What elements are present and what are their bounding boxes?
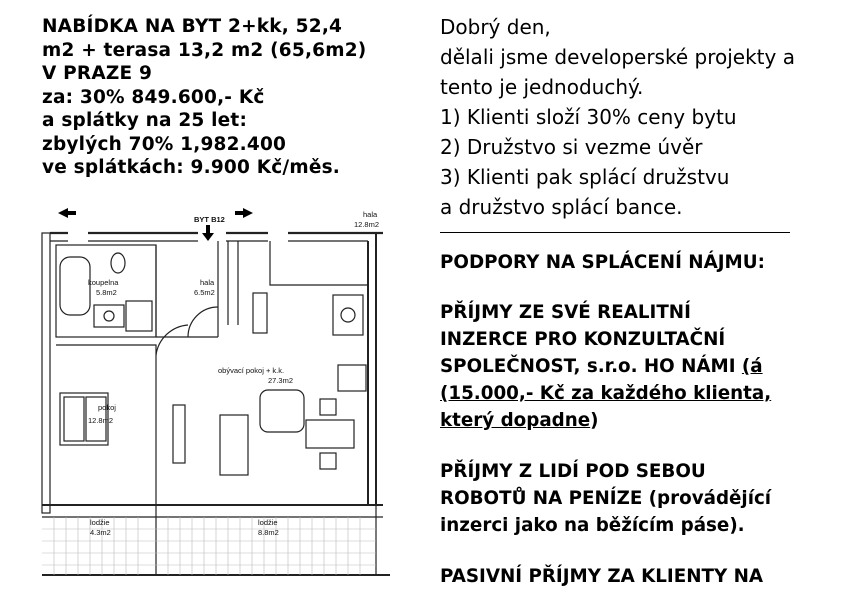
right-column bbox=[440, 12, 860, 590]
offer-line: ve splátkách: 9.900 Kč/měs. bbox=[42, 157, 341, 178]
offer-line: za: 30% 849.600,- Kč bbox=[42, 86, 265, 108]
intro-line: 3) Klienti pak splácí družstvu bbox=[440, 165, 730, 189]
room-area: 12.8m2 bbox=[88, 416, 114, 425]
room-area: 6.5m2 bbox=[194, 288, 215, 297]
arrow-icon bbox=[58, 208, 253, 241]
support-line: PASIVNÍ PŘÍJMY ZA KLIENTY NA bbox=[440, 566, 764, 587]
support-line bbox=[440, 407, 860, 434]
offer-line: NABÍDKA NA BYT 2+kk, 52,4 bbox=[42, 16, 343, 37]
support-heading: PODPORY NA SPLÁCENÍ NÁJMU: bbox=[440, 252, 765, 273]
support-item-3 bbox=[440, 563, 860, 590]
support-item-2 bbox=[440, 458, 860, 539]
intro-line: tento je jednoduchý. bbox=[440, 75, 644, 99]
support-link[interactable]: (15.000,- Kč za každého klienta, bbox=[440, 383, 772, 404]
support-line bbox=[440, 380, 860, 407]
support-line bbox=[440, 353, 860, 380]
support-text: SPOLEČNOST, s.r.o. HO NÁMI bbox=[440, 356, 742, 377]
support-line: INZERCE PRO KONZULTAČNÍ bbox=[440, 329, 726, 350]
intro-line: dělali jsme developerské projekty a bbox=[440, 45, 795, 69]
intro-text bbox=[440, 12, 860, 222]
intro-line: a družstvo splácí bance. bbox=[440, 195, 683, 219]
room-label: hala bbox=[363, 210, 378, 219]
floor-plan bbox=[38, 205, 390, 585]
room-area: 5.8m2 bbox=[96, 288, 117, 297]
unit-label: BYT B12 bbox=[194, 215, 225, 224]
support-text: ) bbox=[590, 410, 599, 431]
intro-line: 1) Klienti složí 30% ceny bytu bbox=[440, 105, 737, 129]
room-area: 4.3m2 bbox=[90, 528, 111, 537]
offer-line: a splátky na 25 let: bbox=[42, 110, 248, 131]
room-area: 12.8m2 bbox=[354, 220, 380, 229]
room-area: 8.8m2 bbox=[258, 528, 279, 537]
room-label: hala bbox=[200, 278, 215, 287]
offer-line: V PRAZE 9 bbox=[42, 63, 153, 84]
support-line: PŘÍJMY Z LIDÍ POD SEBOU bbox=[440, 461, 706, 482]
room-area: 27.3m2 bbox=[268, 376, 294, 385]
support-link[interactable]: (á bbox=[741, 356, 763, 377]
divider bbox=[440, 232, 790, 233]
offer-line: zbylých 70% 1,982.400 bbox=[42, 133, 287, 155]
intro-line: 2) Družstvo si vezme úvěr bbox=[440, 135, 703, 159]
offer-heading bbox=[42, 15, 422, 180]
support-line: PŘÍJMY ZE SVÉ REALITNÍ bbox=[440, 302, 691, 323]
room-label: koupelna bbox=[88, 278, 119, 287]
room-label: obývací pokoj + k.k. bbox=[218, 366, 285, 375]
offer-line: m2 + terasa 13,2 m2 (65,6m2) bbox=[42, 39, 367, 61]
support-item-1 bbox=[440, 299, 860, 434]
room-label: lodžie bbox=[90, 518, 110, 527]
room-label: pokoj bbox=[98, 403, 116, 412]
support-line: ROBOTŮ NA PENÍZE (provádějící bbox=[440, 488, 772, 509]
room-label: lodžie bbox=[258, 518, 278, 527]
intro-line: Dobrý den, bbox=[440, 15, 551, 39]
support-line: inzerci jako na běžícím páse). bbox=[440, 515, 745, 536]
support-link[interactable]: který dopadne bbox=[440, 410, 591, 431]
